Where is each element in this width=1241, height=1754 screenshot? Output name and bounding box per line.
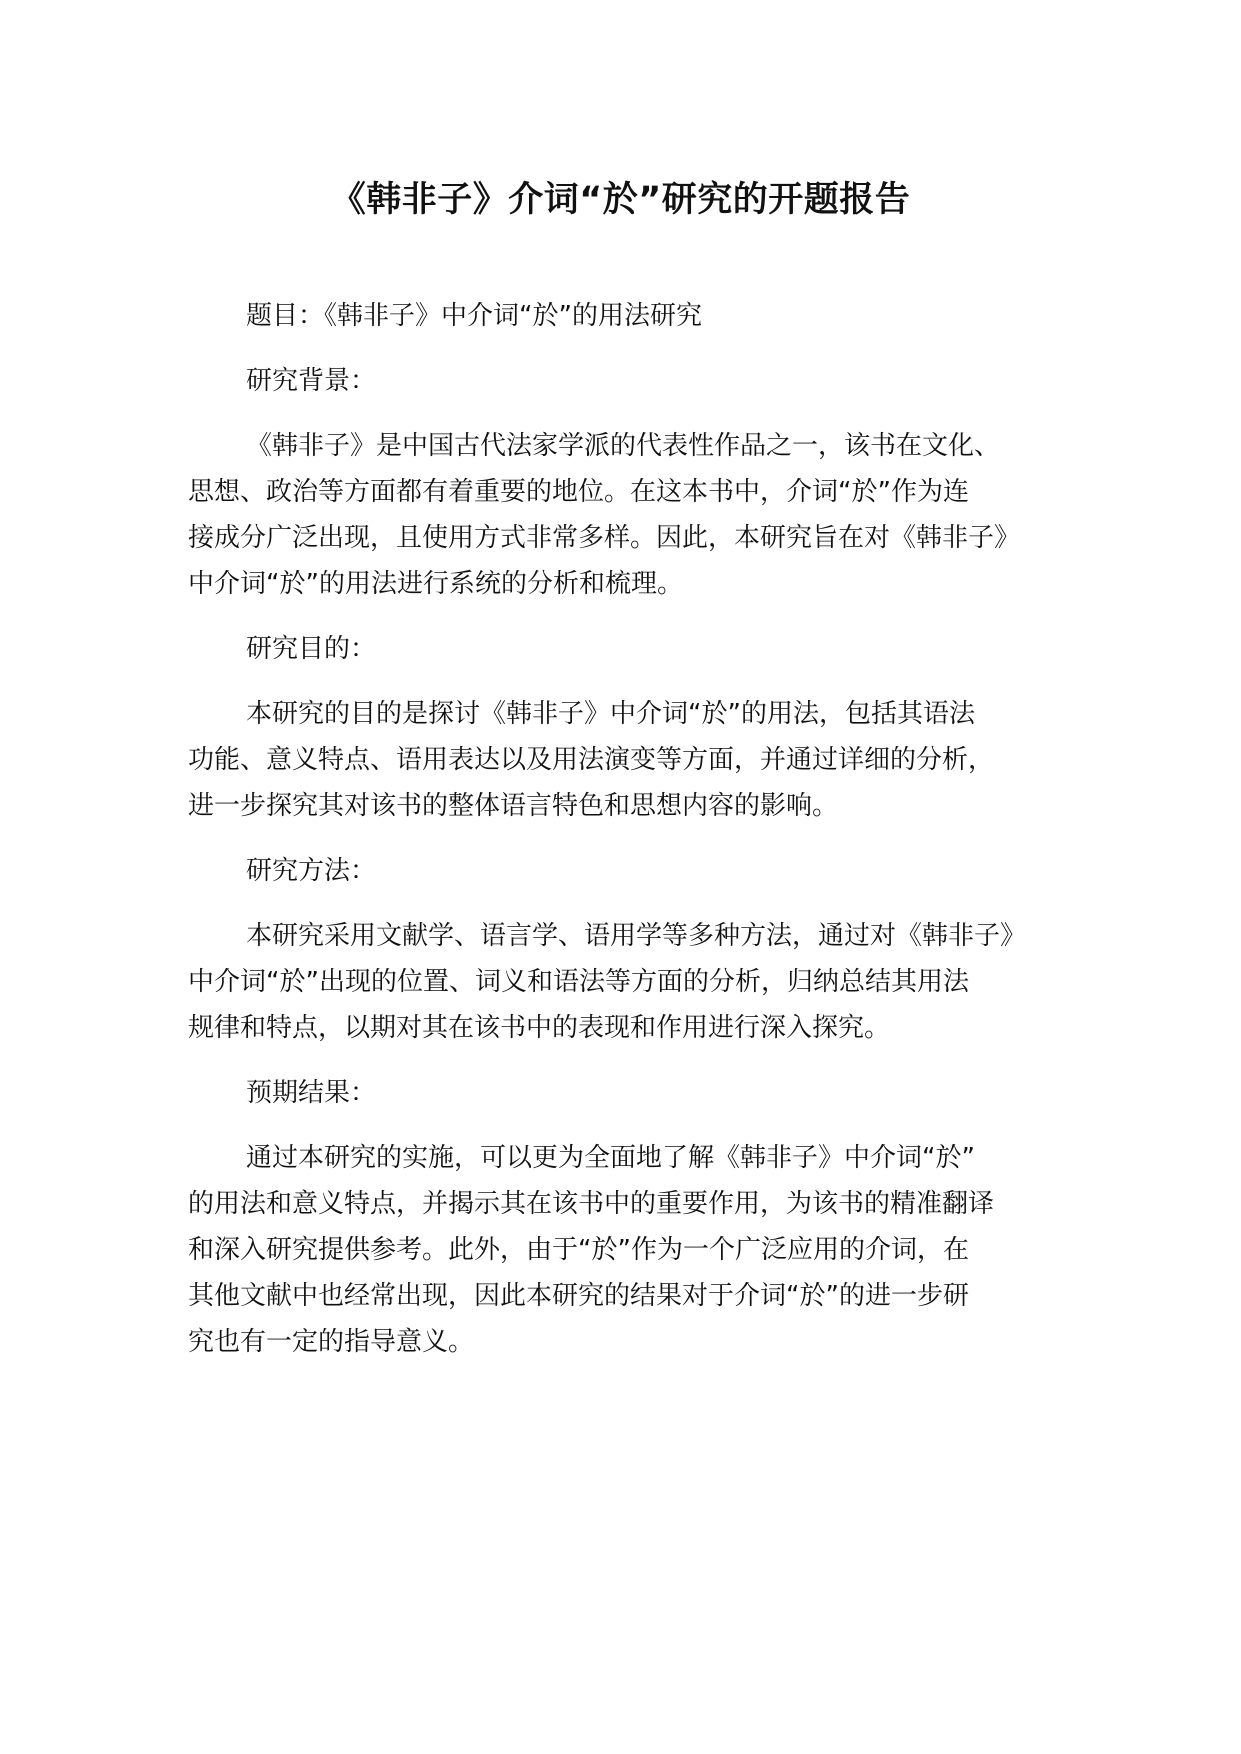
paragraph-line: 本研究的目的是探讨《韩非子》中介词“於”的用法，包括其语法 xyxy=(246,699,975,729)
paragraph-line: 通过本研究的实施，可以更为全面地了解《韩非子》中介词“於” xyxy=(246,1143,975,1173)
paragraph-line: 《韩非子》是中国古代法家学派的代表性作品之一，该书在文化、 xyxy=(246,431,1001,461)
section-heading-purpose: 研究目的： xyxy=(246,634,377,664)
section-paragraph-background xyxy=(188,423,1073,607)
section-paragraph-purpose xyxy=(188,691,1073,829)
paragraph-line: 的用法和意义特点，并揭示其在该书中的重要作用，为该书的精准翻译 xyxy=(188,1189,995,1219)
section-heading-expected-results: 预期结果： xyxy=(246,1078,377,1108)
paragraph-line: 进一步探究其对该书的整体语言特色和思想内容的影响。 xyxy=(188,791,839,821)
paragraph-line: 中介词“於”出现的位置、词义和语法等方面的分析，归纳总结其用法 xyxy=(188,967,969,997)
section-paragraph-expected-results xyxy=(188,1135,1073,1365)
paragraph-line: 中介词“於”的用法进行系统的分析和梳理。 xyxy=(188,569,683,599)
paragraph-line: 和深入研究提供参考。此外，由于“於”作为一个广泛应用的介词，在 xyxy=(188,1235,969,1265)
paragraph-line: 规律和特点，以期对其在该书中的表现和作用进行深入探究。 xyxy=(188,1013,891,1043)
paragraph-line: 其他文献中也经常出现，因此本研究的结果对于介词“於”的进一步研 xyxy=(188,1281,969,1311)
section-paragraph-method xyxy=(188,913,1073,1051)
paragraph-line: 本研究采用文献学、语言学、语用学等多种方法，通过对《韩非子》 xyxy=(246,921,1027,951)
topic-line: 题目：《韩非子》中介词“於”的用法研究 xyxy=(246,301,702,331)
paragraph-line: 功能、意义特点、语用表达以及用法演变等方面，并通过详细的分析， xyxy=(188,745,995,775)
paragraph-line: 接成分广泛出现，且使用方式非常多样。因此，本研究旨在对《韩非子》 xyxy=(188,523,1021,553)
section-heading-method: 研究方法： xyxy=(246,856,377,886)
document-title: 《韩非子》介词“於”研究的开题报告 xyxy=(330,180,911,220)
document-body xyxy=(188,293,1073,1384)
paragraph-line: 究也有一定的指导意义。 xyxy=(188,1327,475,1357)
paragraph-line: 思想、政治等方面都有着重要的地位。在这本书中，介词“於”作为连 xyxy=(188,477,969,507)
section-heading-background: 研究背景： xyxy=(246,366,377,396)
